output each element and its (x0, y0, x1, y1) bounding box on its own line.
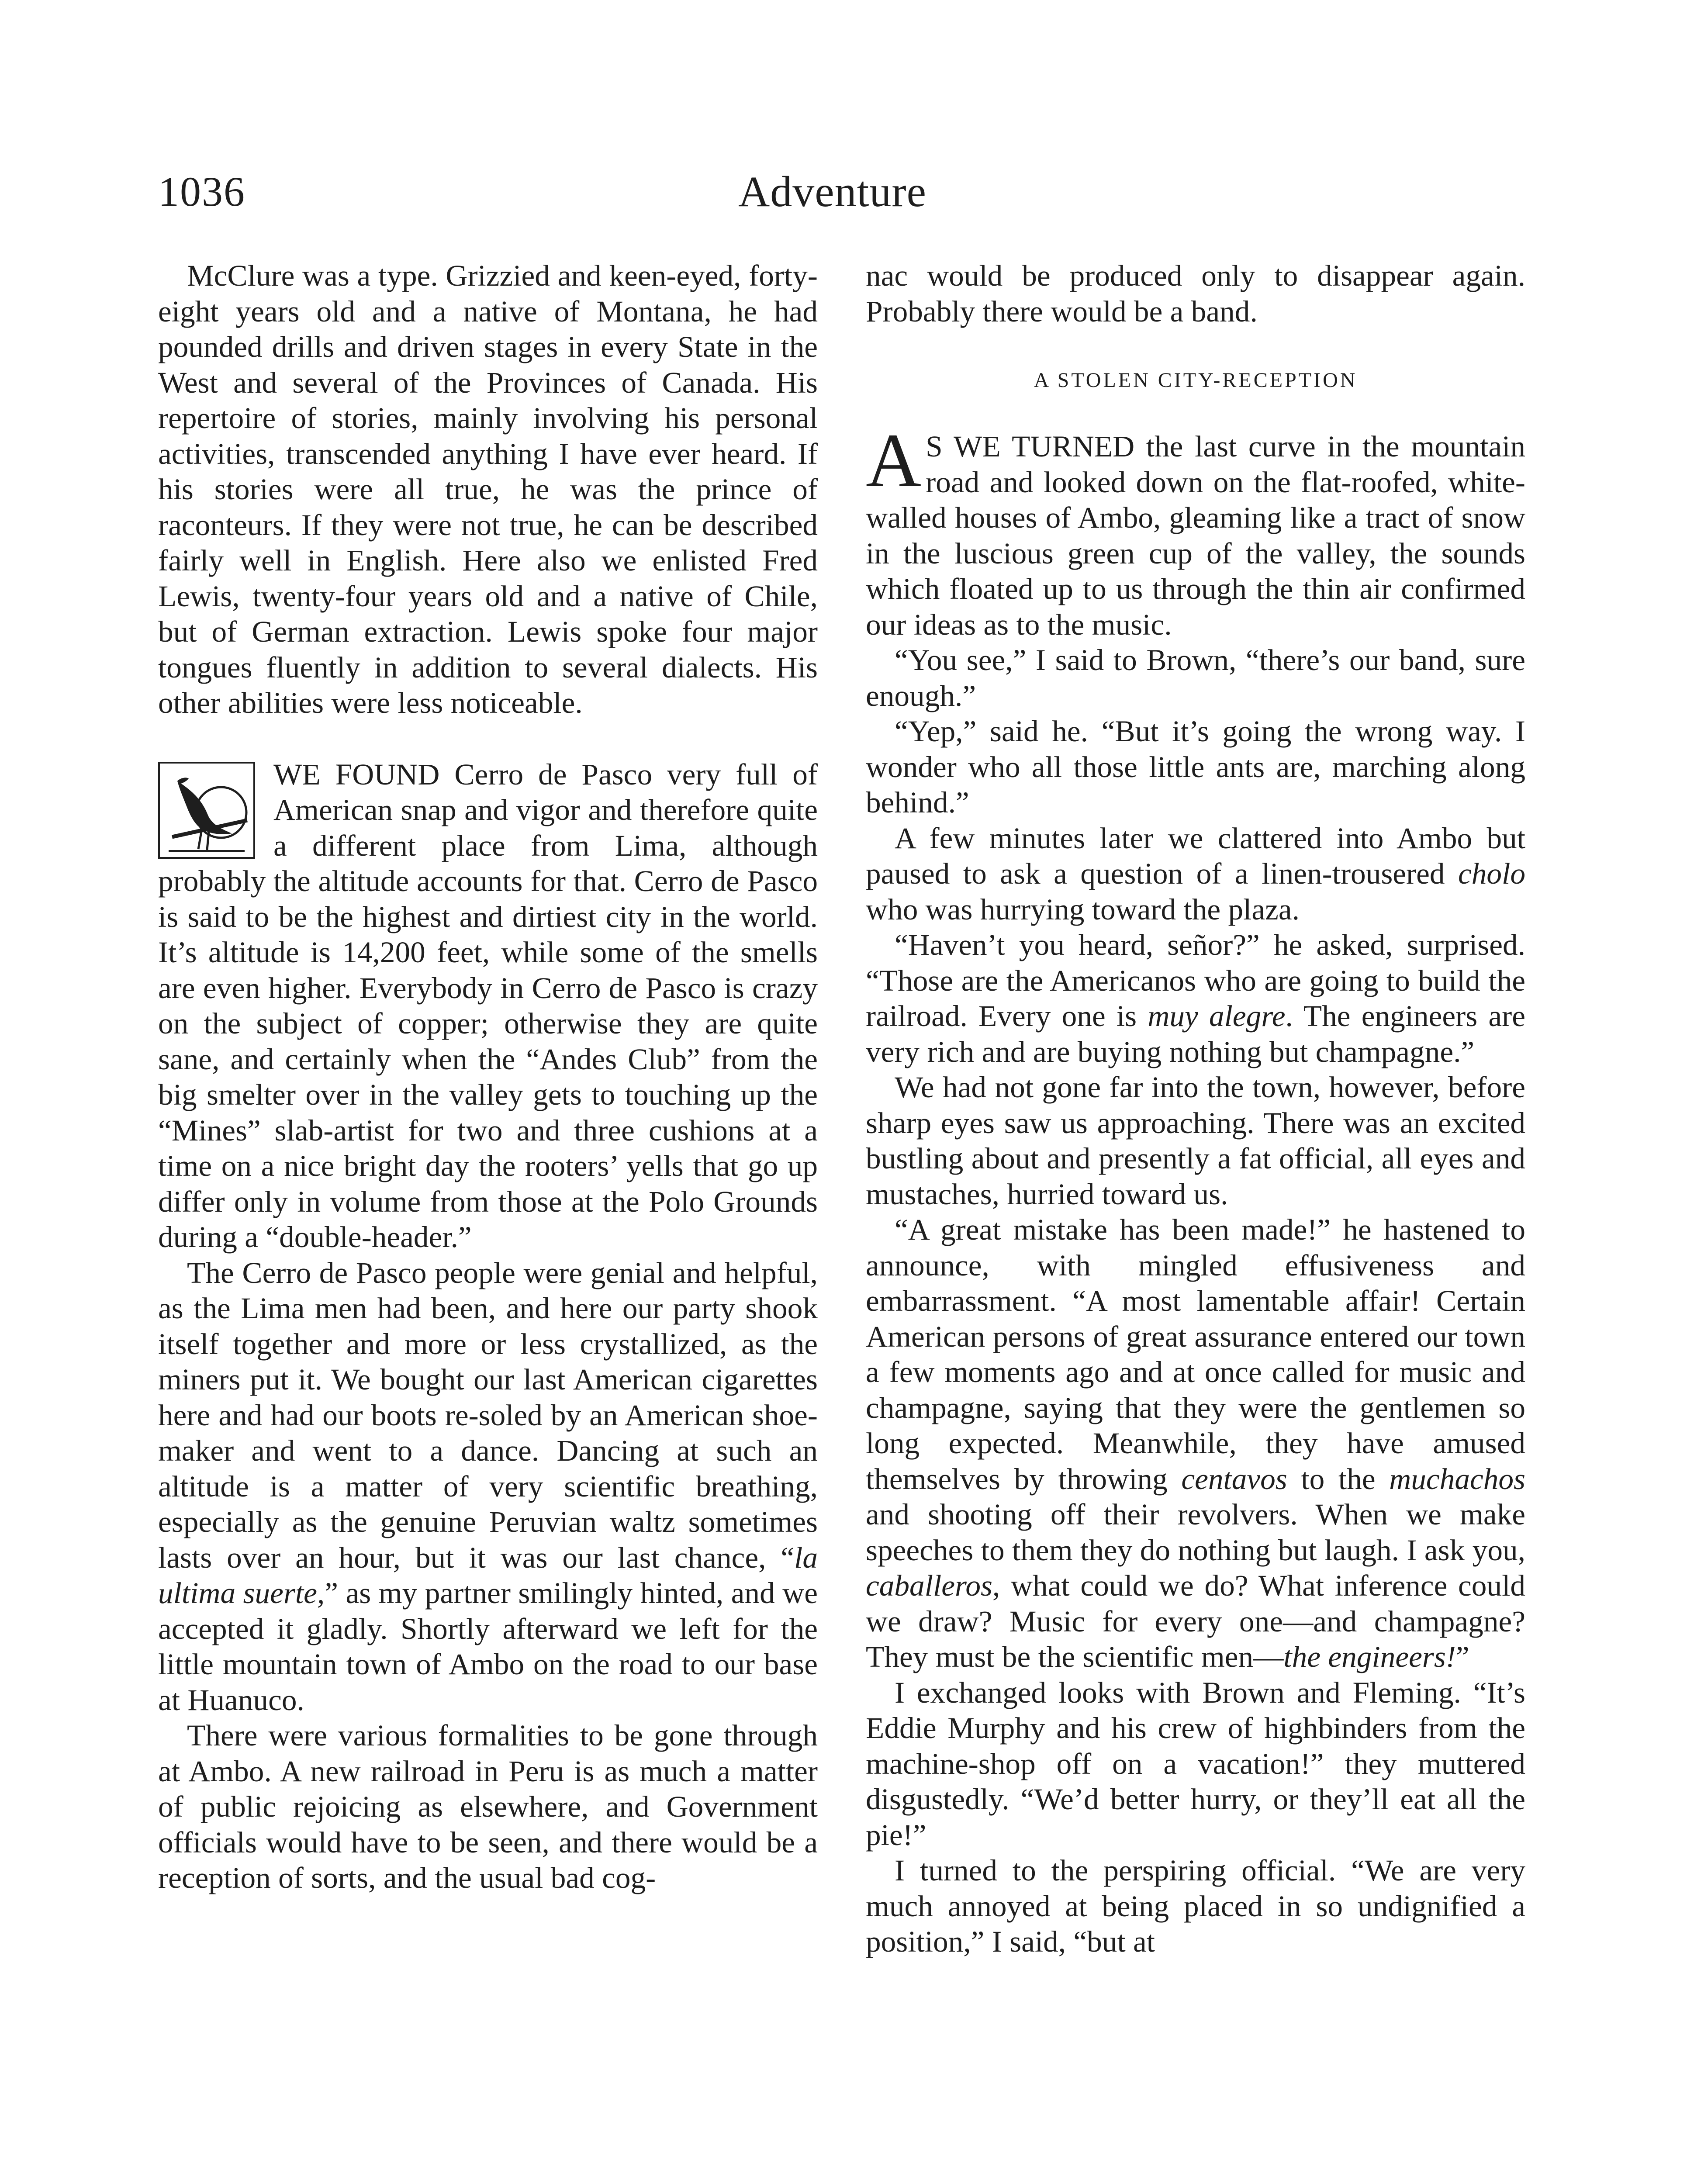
italic-phrase: muy alegre (1148, 999, 1286, 1033)
italic-phrase: the engineers! (1283, 1640, 1456, 1673)
italic-phrase: la ultima suerte, (158, 1540, 818, 1610)
paragraph: I exchanged looks with Brown and Fleming. “It’s Eddie Murphy and his crew of highbinders from the machine-shop off on a vacation!” they muttered disgustedly. “We’d better hurry, or they’ll eat all the pie!” (866, 1675, 1525, 1852)
page-number: 1036 (158, 168, 245, 215)
paragraph-text: , what could we do? What inference could we draw? Music for every one—and champagne? They must be the scientific men— (866, 1569, 1525, 1673)
paragraph (158, 1255, 818, 1718)
paragraph-text: ” as my partner smilingly hinted, and we accepted it gladly. Shortly afterward we left for the little mountain town of Ambo on the road to our base at Huanuco. (158, 1576, 818, 1717)
paragraph-text: ” (1455, 1640, 1469, 1673)
paragraph: There were various formalities to be gone through at Ambo. A new railroad in Peru is as much a matter of public rejoicing as elsewhere, and Government officials would have to be seen, and there would be a reception of sorts, and the usual bad cog- (158, 1718, 818, 1894)
paragraph-text: The Cerro de Pasco people were genial and helpful, as the Lima men had been, and here our party shook itself together and more or less crystallized, as the miners put it. We bought our last American cigarettes here and had our boots re-soled by an American shoe-maker and went to a dance. Dancing at such an altitude is a matter of very scientific breathing, especially as the genuine Peruvian waltz sometimes lasts over an hour, but it was our last chance, “ (158, 1255, 818, 1574)
italic-phrase: centavos (1181, 1462, 1287, 1496)
paragraph: McClure was a type. Grizzied and keen-eyed, forty-eight years old and a native of Montana, he had pounded drills and driven stages in every State in the West and several of the Provinces of Canada. His repertoire of stories, mainly involving his personal activities, transcended anything I have ever heard. If his stories were all true, he was the prince of raconteurs. If they were not true, he can be described fairly well in English. Here also we enlisted Fred Lewis, twenty-four years old and a native of Chile, but of German extraction. Lewis spoke four major tongues fluently in addition to several dialects. His other abilities were less noticeable. (158, 259, 818, 719)
italic-phrase: cholo (1458, 857, 1525, 890)
paragraph-text: and shooting off their revolvers. When we make speeches to them they do nothing but laugh. I ask you, (866, 1497, 1525, 1567)
paragraph: “Yep,” said he. “But it’s going the wrong way. I wonder who all those little ants are, marching along behind.” (866, 714, 1525, 819)
paragraph: We had not gone far into the town, however, before sharp eyes saw us approaching. There was an excited bustling about and presently a fat official, all eyes and mustaches, hurried toward us. (866, 1070, 1525, 1211)
paragraph: “You see,” I said to Brown, “there’s our band, sure enough.” (866, 643, 1525, 712)
running-head-title: Adventure (738, 167, 927, 216)
bird-vignette-icon (158, 762, 255, 859)
section-heading: A STOLEN CITY-RECEPTION (1034, 369, 1358, 392)
paragraph (158, 757, 818, 1255)
paragraph (866, 927, 1525, 1069)
paragraph: nac would be produced only to disappear again. Probably there would be a band. (866, 259, 1525, 328)
paragraph-text: who was hurrying toward the plaza. (866, 892, 1300, 926)
paragraph-text: Cerro de Pasco very full of American snap and vigor and therefore quite a different place from Lima, although probably the altitude accounts for that. Cerro de Pasco is said to be the highest and dirtiest city in the world. It’s altitude is 14,200 feet, while some of the smells are even higher. Everybody in Cerro de Pasco is crazy on the subject of copper; otherwise they are quite sane, and certainly when the “Andes Club” from the big smelter over in the valley gets to touching up the “Mines” slab-artist for two and three cushions at a time on a nice bright day the rooters’ yells that go up differ only in volume from those at the Polo Grounds during a “double-header.” (158, 757, 818, 1254)
left-column (158, 258, 818, 1896)
lead-in-caps: S WE TURNED (926, 429, 1135, 463)
paragraph-text: “Haven’t you heard, señor?” he asked, surprised. “Those are the Americanos who are going to build the railroad. Every one is (866, 928, 1525, 1033)
paragraph: I turned to the perspiring official. “We are very much annoyed at being placed in so undignified a position,” I said, “but at (866, 1853, 1525, 1958)
paragraph-text: “A great mistake has been made!” he hastened to announce, with mingled effusiveness and embarrassment. “A most lamentable affair! Certain American persons of great assurance entered our town a few moments ago and at once called for music and champagne, saying that they were the gentlemen so long expected. Meanwhile, they have amused themselves by throwing (866, 1213, 1525, 1496)
paragraph-text: the last curve in the mountain road and looked down on the flat-roofed, white-walled houses of Ambo, gleaming like a tract of snow in the luscious green cup of the valley, the sounds which floated up to us through the thin air confirmed our ideas as to the music. (866, 429, 1526, 641)
drop-cap: A (866, 418, 922, 503)
right-column (866, 258, 1525, 1959)
paragraph (866, 820, 1525, 927)
paragraph-text: . The engineers are very rich and are buying nothing but champagne.” (866, 999, 1526, 1068)
paragraph (866, 418, 1526, 642)
italic-phrase: muchachos (1389, 1462, 1525, 1496)
paragraph (866, 1212, 1525, 1675)
lead-in-caps: WE FOUND (273, 757, 440, 791)
paragraph-text: A few minutes later we clattered into Ambo but paused to ask a question of a linen-trousered (866, 821, 1525, 890)
paragraph-text: to the (1287, 1462, 1390, 1496)
italic-phrase: caballeros (866, 1569, 992, 1602)
